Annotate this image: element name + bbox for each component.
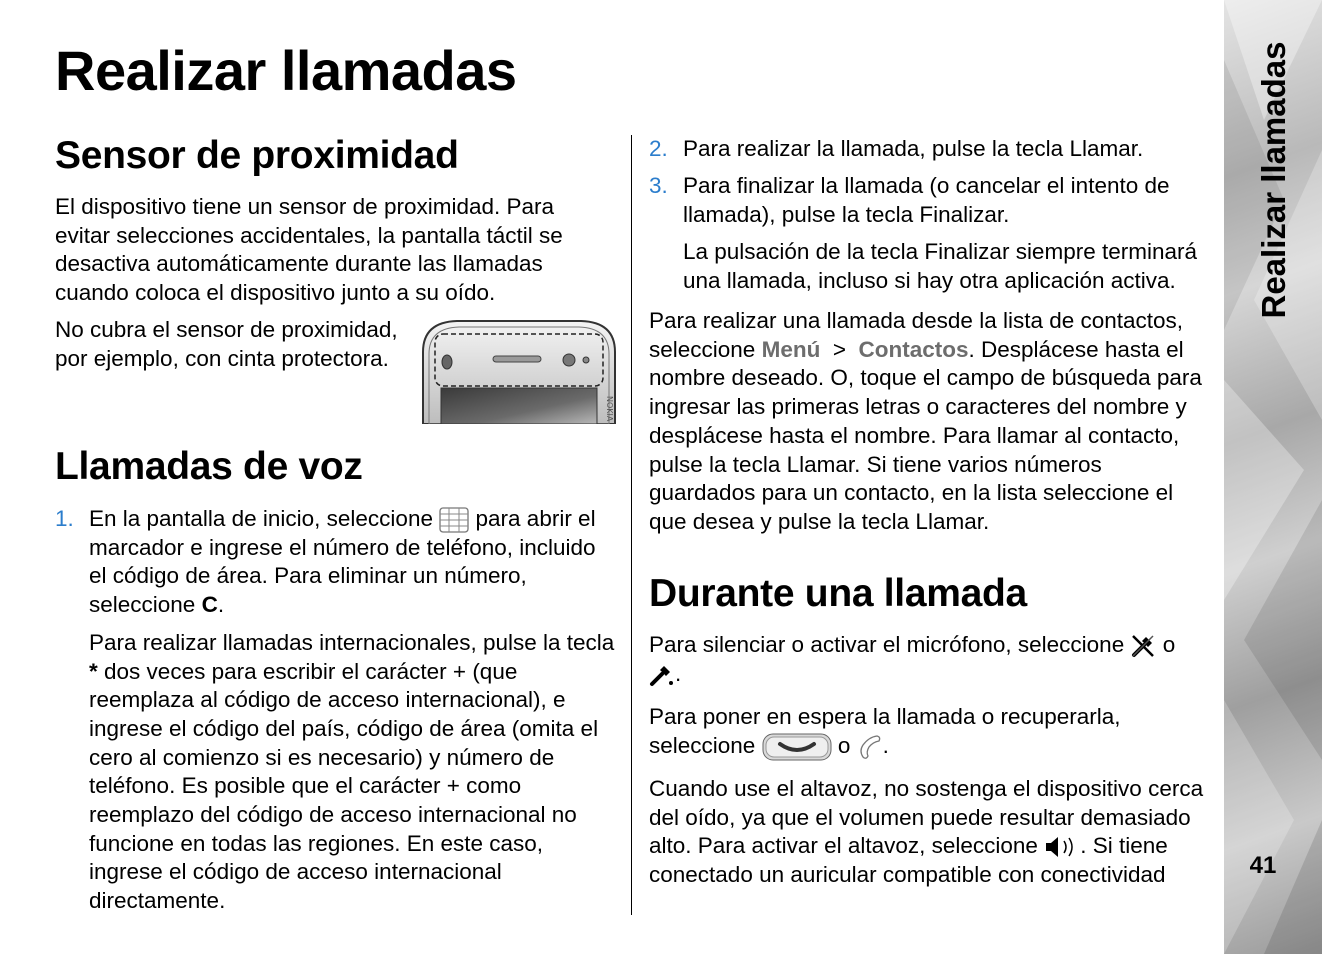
chapter-side-tab	[1224, 0, 1322, 954]
loudspeaker-icon[interactable]	[1044, 834, 1080, 860]
phone-brand-text: NOKIA	[605, 396, 614, 422]
international-paragraph	[89, 629, 617, 916]
hold-button-icon[interactable]	[762, 732, 832, 762]
menu-link[interactable]: Menú	[761, 336, 821, 362]
contacts-text-b: . Desplácese hasta el nombre deseado. O, toque el campo de búsqueda para ingresar las primeras letras o caracteres del nombre y desplácese hasta el nombre. Para llamar al contacto, pulse la tecla Llamar. Si tiene varios números guardados para un contacto, en la lista seleccione el que desea y pulse la tecla Llamar.	[649, 336, 1202, 534]
delete-key-label: C	[201, 592, 218, 618]
contacts-paragraph	[649, 307, 1211, 537]
list-item-step-2	[649, 135, 1211, 164]
phone-proximity-illustration	[421, 318, 617, 424]
step-1-text-a: En la pantalla de inicio, seleccione	[89, 506, 433, 531]
step-2-text: Para realizar la llamada, pulse la tecla Llamar.	[683, 136, 1144, 161]
contacts-link[interactable]: Contactos	[858, 336, 969, 362]
page-title: Realizar llamadas	[55, 39, 517, 102]
step-3-number: 3.	[649, 173, 668, 198]
mute-paragraph	[649, 631, 1211, 688]
mute-or: o	[1162, 632, 1176, 657]
speaker-text-b: . Si tiene conectado un auricular compatible con conectividad	[649, 833, 1168, 888]
sensor-p2-line1: No cubra el sensor de proximidad,	[55, 317, 398, 342]
hold-text: Para poner en espera la llamada o recuperarla, seleccione	[649, 704, 1121, 758]
mic-icon[interactable]	[649, 663, 675, 687]
step-3-note: La pulsación de la tecla Finalizar siempre terminará una llamada, incluso si hay otra aplicación activa.	[683, 239, 1197, 294]
intl-text-b: dos veces para escribir el carácter + (que reemplaza al código de acceso internacional), e ingrese el código del país, código de área (omita el cero al comienzo si es necesario) y número de teléfono. Es posible que el carácter + como reemplazo del código de acceso internacional no funcione en todas las regiones. En este caso, ingrese el código de acceso internacional directamente.	[89, 658, 599, 914]
heading-voice: Llamadas de voz	[55, 445, 363, 488]
list-item-step-3	[649, 172, 1211, 296]
intl-text-a: Para realizar llamadas internacionales, pulse la tecla	[89, 629, 615, 655]
step-1-end: .	[217, 592, 225, 618]
speaker-text-a: Cuando use el altavoz, no sostenga el dispositivo cerca del oído, ya que el volumen puede resultar demasiado alto. Para activar el altavoz, seleccione	[649, 776, 1204, 859]
step-1-text-b: para abrir el marcador e ingrese el número de teléfono, incluido el código de área. Para eliminar un número, seleccione	[89, 506, 596, 618]
step-1-number: 1.	[55, 506, 74, 531]
mute-end: .	[675, 660, 682, 686]
menu-separator: >	[832, 336, 846, 362]
step-3-text: Para finalizar la llamada (o cancelar el intento de llamada), pulse la tecla Finalizar.	[683, 173, 1170, 227]
mute-text: Para silenciar o activar el micrófono, seleccione	[649, 632, 1125, 657]
side-tab-label: Realizar llamadas	[1255, 41, 1292, 319]
dialer-grid-icon[interactable]	[439, 507, 469, 533]
heading-during-call: Durante una llamada	[649, 572, 1027, 615]
step-2-number: 2.	[649, 136, 668, 161]
column-divider	[631, 135, 632, 915]
hold-end: .	[882, 732, 889, 758]
mic-muted-icon[interactable]	[1130, 633, 1156, 659]
page-number: 41	[1249, 852, 1277, 879]
sensor-paragraph-2	[55, 316, 425, 373]
sensor-paragraph-1: El dispositivo tiene un sensor de proximidad. Para evitar selecciones accidentales, la pantalla táctil se desactiva automáticamente durante las llamadas cuando coloca el dispositivo junto a su oído.	[55, 194, 563, 306]
star-key-label: *	[89, 658, 98, 684]
contacts-text-a: Para realizar una llamada desde la lista de contactos, seleccione	[649, 308, 1184, 362]
speaker-paragraph	[649, 775, 1214, 890]
handset-icon[interactable]	[857, 733, 883, 761]
heading-sensor: Sensor de proximidad	[55, 134, 459, 177]
list-item-step-1	[55, 505, 617, 916]
hold-or: o	[837, 732, 851, 758]
hold-paragraph	[649, 703, 1211, 762]
sensor-p2-line2: por ejemplo, con cinta protectora.	[55, 345, 389, 371]
